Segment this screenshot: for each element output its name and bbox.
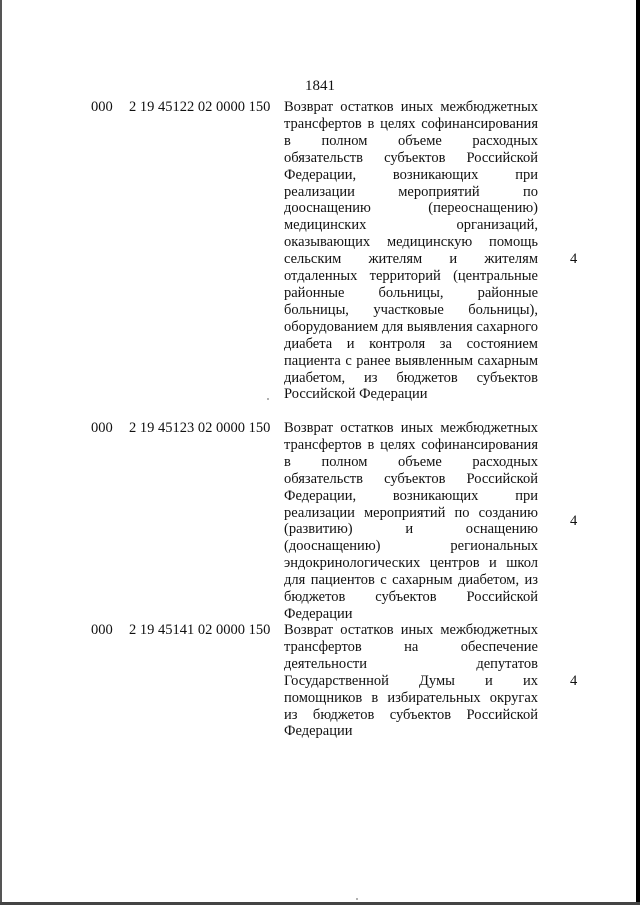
budget-classification-code: 2 19 45141 02 0000 150 xyxy=(129,622,271,638)
administrator-code: 000 xyxy=(91,420,113,436)
revenue-description: Возврат остатков иных межбюджетных трансфертов на обеспечение деятельности депутатов Государственной Думы и их помощников в избирательных округах из бюджетов субъектов Российской Федерации xyxy=(284,622,538,740)
amount-value: 4 xyxy=(570,513,578,529)
administrator-code: 000 xyxy=(91,99,113,115)
amount-value: 4 xyxy=(570,251,578,267)
revenue-description: Возврат остатков иных межбюджетных трансфертов в целях софинансирования в полном объеме расходных обязательств субъектов Российской Федерации, возникающих при реализации мероприятий по созданию (развитию) и оснащению (дооснащению) региональных эндокринологических центров и школ для пациентов с сахарным диабетом, из бюджетов субъектов Российской Федерации xyxy=(284,420,538,622)
amount-value: 4 xyxy=(570,673,578,689)
scan-right-edge xyxy=(636,0,640,905)
scan-speck xyxy=(356,898,358,900)
administrator-code: 000 xyxy=(91,622,113,638)
scan-left-edge xyxy=(0,0,2,905)
budget-classification-code: 2 19 45122 02 0000 150 xyxy=(129,99,271,115)
revenue-description: Возврат остатков иных межбюджетных трансфертов в целях софинансирования в полном объеме расходных обязательств субъектов Российской Федерации, возникающих при реализации мероприятий по дооснащению (переоснащению) медицинских организаций, оказывающих медицинскую помощь сельским жителям и жителям отдаленных территорий (центральные районные больницы, районные больницы, участковые больницы), оборудованием для выявления сахарного диабета и контроля за состоянием пациента с ранее выявленным сахарным диабетом, из бюджетов субъектов Российской Федерации xyxy=(284,99,538,403)
page-number: 1841 xyxy=(305,78,335,94)
scan-speck xyxy=(267,398,269,400)
budget-classification-code: 2 19 45123 02 0000 150 xyxy=(129,420,271,436)
